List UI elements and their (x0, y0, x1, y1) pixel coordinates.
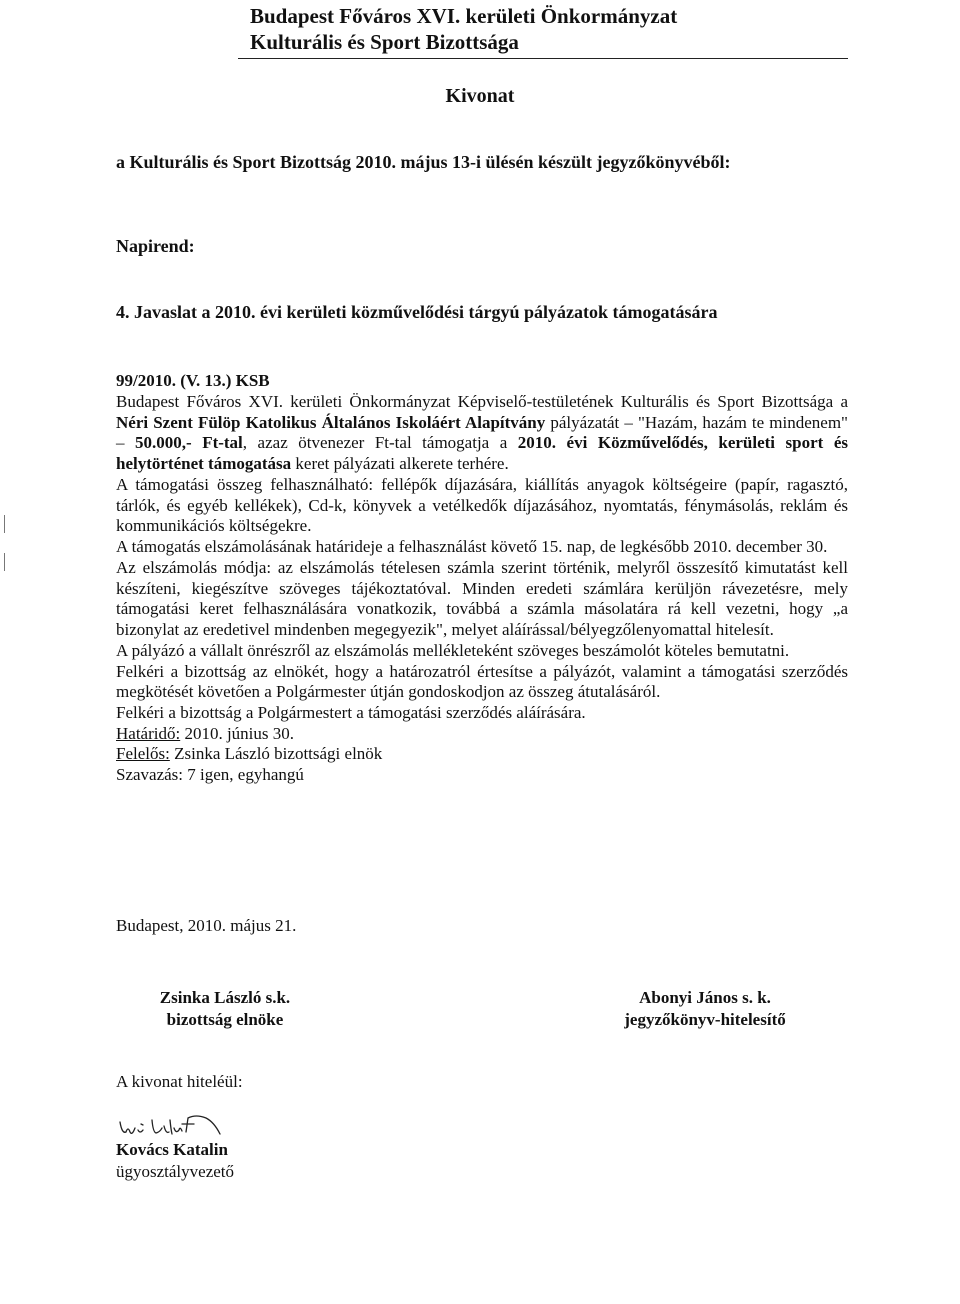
resolution-paragraph-2: A támogatási összeg felhasználható: fellépők díjazására, kiállítás anyagok költségeire (papír, ragasztó, tárlók, és egyéb kellékek), Cd-k, könyvek a vetélkedők díjazásához, nyomtatás, fénymásolás, reklám és kommunikációs költségekre. (116, 474, 848, 536)
resolution-paragraph-1 (116, 392, 848, 475)
signature-block-chair (110, 987, 340, 1032)
resolution-paragraph-4: Az elszámolás módja: az elszámolás tételesen számla szerint történik, melyről összesítő kimutatást kell készíteni, kiegészítve szöveges tájékoztatóval. Minden eredeti számlára kerüljön rávezetésre, mely támogatási keret felhasználására vonatkozik, továbbá a számla másolatára rá kell vezetni, hogy „a bizonylat az eredetivel mindenben megegyezik", melyet aláírással/bélyegzőlenyomattal hitelesít. (116, 557, 848, 640)
foundation-name: Néri Szent Fülöp Katolikus Általános Iskoláért Alapítvány (116, 412, 546, 432)
fund-name: 2010. évi Közművelődés, kerületi sport és helytörténet támogatása (116, 433, 848, 474)
agenda-item: 4. Javaslat a 2010. évi kerületi közművelődési tárgyú pályázatok támogatására (116, 302, 718, 322)
authenticator-name: Abonyi János s. k. (639, 988, 771, 1007)
margin-mark (4, 553, 5, 571)
deadline-label: Határidő: (116, 723, 181, 743)
resolution-paragraph-6: Felkéri a bizottság az elnökét, hogy a határozatról értesítse a pályázót, valamint a támogatási szerződés megkötését követően a Polgármester útján gondoskodjon az összeg átutalásáról. (116, 661, 848, 702)
grant-amount: 50.000,- Ft-tal (135, 433, 243, 453)
chair-title: bizottság elnöke (166, 1010, 284, 1030)
certification-label: A kivonat hiteléül: (116, 1072, 243, 1091)
p1-text-a: Budapest Főváros XVI. kerületi Önkormányzat Képviselő-testületének Kulturális és Sport Bizottsága a (116, 392, 848, 411)
agenda-label: Napirend: (116, 236, 195, 256)
deadline-line (116, 724, 848, 745)
document-subtitle: a Kulturális és Sport Bizottság 2010. május 13-i ülésén készült jegyzőkönyvéből: (116, 152, 731, 172)
certifier-title: ügyosztályvezető (116, 1162, 235, 1181)
header-line-2: Kulturális és Sport Bizottsága (250, 30, 519, 54)
signature-block-authenticator (585, 987, 825, 1032)
resolution-paragraph-3: A támogatás elszámolásának határideje a felhasználást követő 15. nap, de legkésőbb 2010. december 30. (116, 537, 828, 557)
responsible-label: Felelős: (116, 744, 170, 764)
resolution-number: 99/2010. (V. 13.) KSB (116, 371, 270, 390)
header-line-1: Budapest Főváros XVI. kerületi Önkormányzat (250, 4, 678, 28)
place-date: Budapest, 2010. május 21. (116, 916, 297, 935)
resolution-paragraph-7: Felkéri a bizottság a Polgármestert a támogatási szerződés aláírására. (116, 703, 586, 723)
certifier-name: Kovács Katalin (116, 1140, 228, 1159)
p1-text-c: pályázatát – "Hazám, hazám te mindenem" – (116, 412, 848, 453)
authenticator-title: jegyzőkönyv-hitelesítő (624, 1010, 786, 1030)
document-title: Kivonat (445, 85, 515, 107)
chair-name: Zsinka László s.k. (159, 988, 291, 1007)
header-divider (238, 58, 848, 59)
p1-text-e: , azaz ötvenezer Ft-tal támogatja a (242, 433, 518, 453)
responsible-value: Zsinka László bizottsági elnök (169, 744, 383, 764)
resolution-paragraph-5: A pályázó a vállalt önrészről az elszámolás mellékleteként szöveges beszámolót köteles bemutatni. (116, 640, 790, 660)
vote-line: Szavazás: 7 igen, egyhangú (116, 765, 304, 785)
responsible-line (116, 744, 848, 765)
margin-mark (4, 515, 5, 533)
p1-text-g: keret pályázati alkerete terhére. (291, 454, 509, 474)
deadline-value: 2010. június 30. (180, 723, 295, 743)
resolution-body (116, 392, 848, 786)
